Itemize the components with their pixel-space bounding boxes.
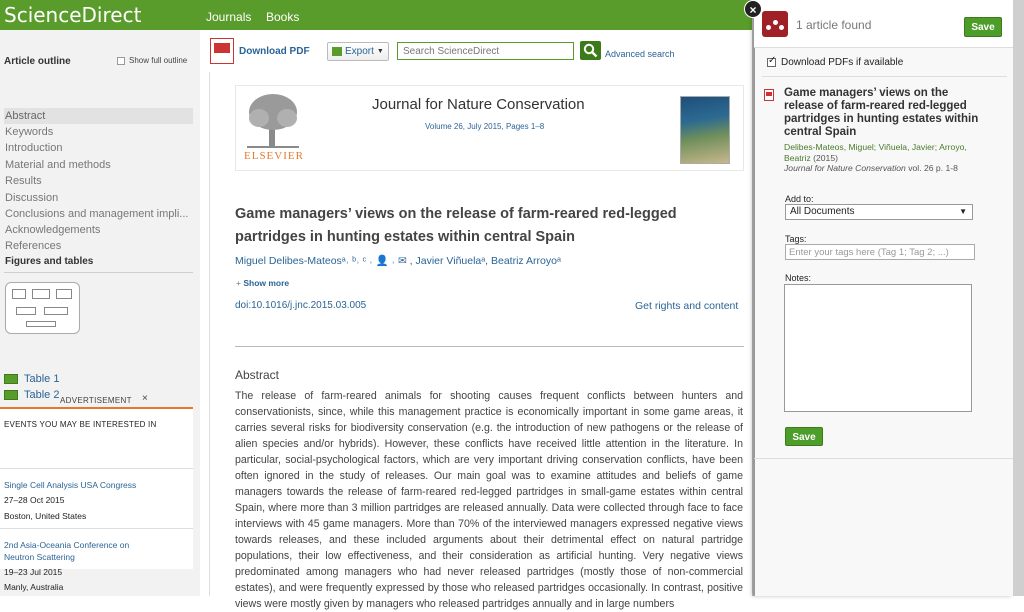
search-input[interactable] [397,42,574,60]
add-to-value: All Documents [790,206,855,217]
articles-found-text: 1 article found [796,18,872,32]
chevron-down-icon: ▼ [959,207,967,216]
sidebar-divider [4,272,193,273]
add-to-select[interactable] [785,204,973,220]
panel-divider [762,76,1007,77]
table-1-link[interactable] [4,373,59,385]
nav-journals[interactable]: Journals [206,10,252,24]
chevron-down-icon: ▼ [376,48,384,55]
outline-item-references[interactable]: References [5,240,62,252]
rights-link[interactable]: Get rights and content [635,300,739,312]
table-icon [4,374,18,384]
mendeley-icon [762,11,788,37]
panel-article-meta [784,142,979,174]
export-icon [332,47,342,56]
pdf-icon [764,89,774,101]
panel-journal: Journal for Nature Conservation [784,163,906,173]
brand-logo[interactable]: ScienceDirect [4,3,142,27]
advanced-search-link[interactable]: Advanced search [605,49,675,59]
event-2-place: Manly, Australia [4,582,64,592]
article-title: Game managers’ views on the release of farm-reared red-legged partridges in hunting estates within central Spain [235,206,677,245]
notes-label: Notes: [785,273,812,283]
events-divider [0,468,193,469]
show-full-outline-checkbox[interactable] [117,57,125,65]
notes-textarea[interactable] [784,284,972,412]
event-1-place: Boston, United States [4,511,87,521]
table-icon [4,390,18,400]
abstract-heading: Abstract [235,368,280,382]
outline-item-discussion[interactable]: Discussion [5,192,59,204]
event-2-link-line1[interactable]: 2nd Asia-Oceania Conference on [4,540,130,550]
figure-thumbnail[interactable] [5,282,80,334]
pdf-icon [210,38,234,64]
center-border [209,72,210,596]
outline-item-methods[interactable]: Material and methods [5,159,111,171]
outline-item-introduction[interactable]: Introduction [5,142,63,154]
event-1-date: 27–28 Oct 2015 [4,495,65,505]
events-title: EVENTS YOU MAY BE INTERESTED IN [4,420,157,429]
add-to-label: Add to: [785,194,814,204]
journal-volume-info[interactable]: Volume 26, July 2015, Pages 1–8 [425,122,545,131]
download-pdfs-label: Download PDFs if available [781,57,904,68]
save-button-top[interactable]: Save [964,17,1002,37]
close-icon[interactable]: × [744,0,762,18]
abstract-text: The release of farm-reared animals for shooting causes frequent conflicts between hunters and conservationists, since, while this management practice is economically important in some game areas, it carries several risks for biodiversity conservation (e.g. the introduction of new pathogens or the release of alien species and/or hybrids). However, these conflicts have received little attention in the literature. In particular, social-psychological factors, which are very important driving conservation conflicts, have been often ignored in the study of releases. Our main goal was to examine attitudes and beliefs of game managers towards the release of farm-reared red-legged partridges in small-game estates within central Spain, where more than 3 million partridges are released annually. Data were collected through face to face interviews with 45 game managers. More than 70% of the interviewed managers expressed negative views towards releases, and these included arguments about their detrimental effect on natural partridge populations, their low effectiveness, and their consideration as artificial hunting. Very negative views predominated among managers who had never released partridges (mostly those of non-commercial estates), and were frequently expressed by those who released partridges occasionally. In contrast, positive views were mostly given by managers who released partridges annually and in large numbers [235,390,743,610]
journal-cover-image[interactable] [680,96,730,164]
show-more-toggle[interactable] [236,278,289,288]
table-2-link[interactable] [4,389,59,401]
events-divider [0,528,193,529]
download-pdfs-option[interactable] [767,57,903,68]
article-outline-title: Article outline [4,56,71,67]
panel-year: (2015) [813,152,838,163]
download-pdfs-checkbox[interactable] [767,58,776,67]
show-more-label: Show more [243,278,290,288]
panel-authors: Delibes-Mateos, Miguel; Viñuela, Javier; Arroyo, Beatriz [784,142,967,163]
show-full-outline-label: Show full outline [129,56,188,65]
search-icon [583,43,598,58]
event-2-date: 19–23 Jul 2015 [4,567,63,577]
download-pdf-label: Download PDF [239,45,310,57]
plus-icon: + [236,278,244,288]
tags-input[interactable] [785,244,975,260]
download-pdf-button[interactable] [210,38,310,64]
outline-item-conclusions[interactable]: Conclusions and management impli... [5,208,189,220]
page-scrollbar[interactable] [1013,0,1024,596]
table-1-label: Table 1 [24,373,60,385]
elsevier-wordmark: ELSEVIER [244,150,304,162]
nav-books[interactable]: Books [266,10,300,24]
doi-link[interactable]: doi:10.1016/j.jnc.2015.03.005 [235,300,367,311]
advertisement-label: ADVERTISEMENT [60,396,132,405]
save-button-bottom[interactable]: Save [785,427,823,446]
figures-tables-title: Figures and tables [5,256,94,267]
show-full-outline-toggle[interactable] [117,56,187,65]
outline-item-abstract[interactable]: Abstract [4,108,193,124]
article-authors[interactable]: Miguel Delibes-Mateosᵃ˒ ᵇ˒ ᶜ ˒ 👤 ˒ ✉ , Javier Viñuelaᵃ, Beatriz Arroyoᵃ [235,255,561,267]
event-1-link[interactable]: Single Cell Analysis USA Congress [4,480,137,490]
export-button[interactable] [327,42,389,61]
event-2-link-line2[interactable]: Neutron Scattering [4,552,75,562]
panel-article-title: Game managers’ views on the release of farm-reared red-legged partridges in hunting estates within central Spain [784,87,979,138]
panel-divider [754,458,1013,459]
search-button[interactable] [580,41,601,60]
outline-item-keywords[interactable]: Keywords [5,126,54,138]
outline-item-results[interactable]: Results [5,175,42,187]
section-divider [235,346,744,347]
table-2-label: Table 2 [24,389,60,401]
journal-title[interactable]: Journal for Nature Conservation [372,96,585,113]
outline-item-acknowledgements[interactable]: Acknowledgements [5,224,101,236]
export-label: Export [345,46,374,57]
panel-volume: vol. 26 p. 1-8 [908,163,958,173]
tags-label: Tags: [785,234,807,244]
ad-close-icon[interactable]: × [142,393,148,404]
